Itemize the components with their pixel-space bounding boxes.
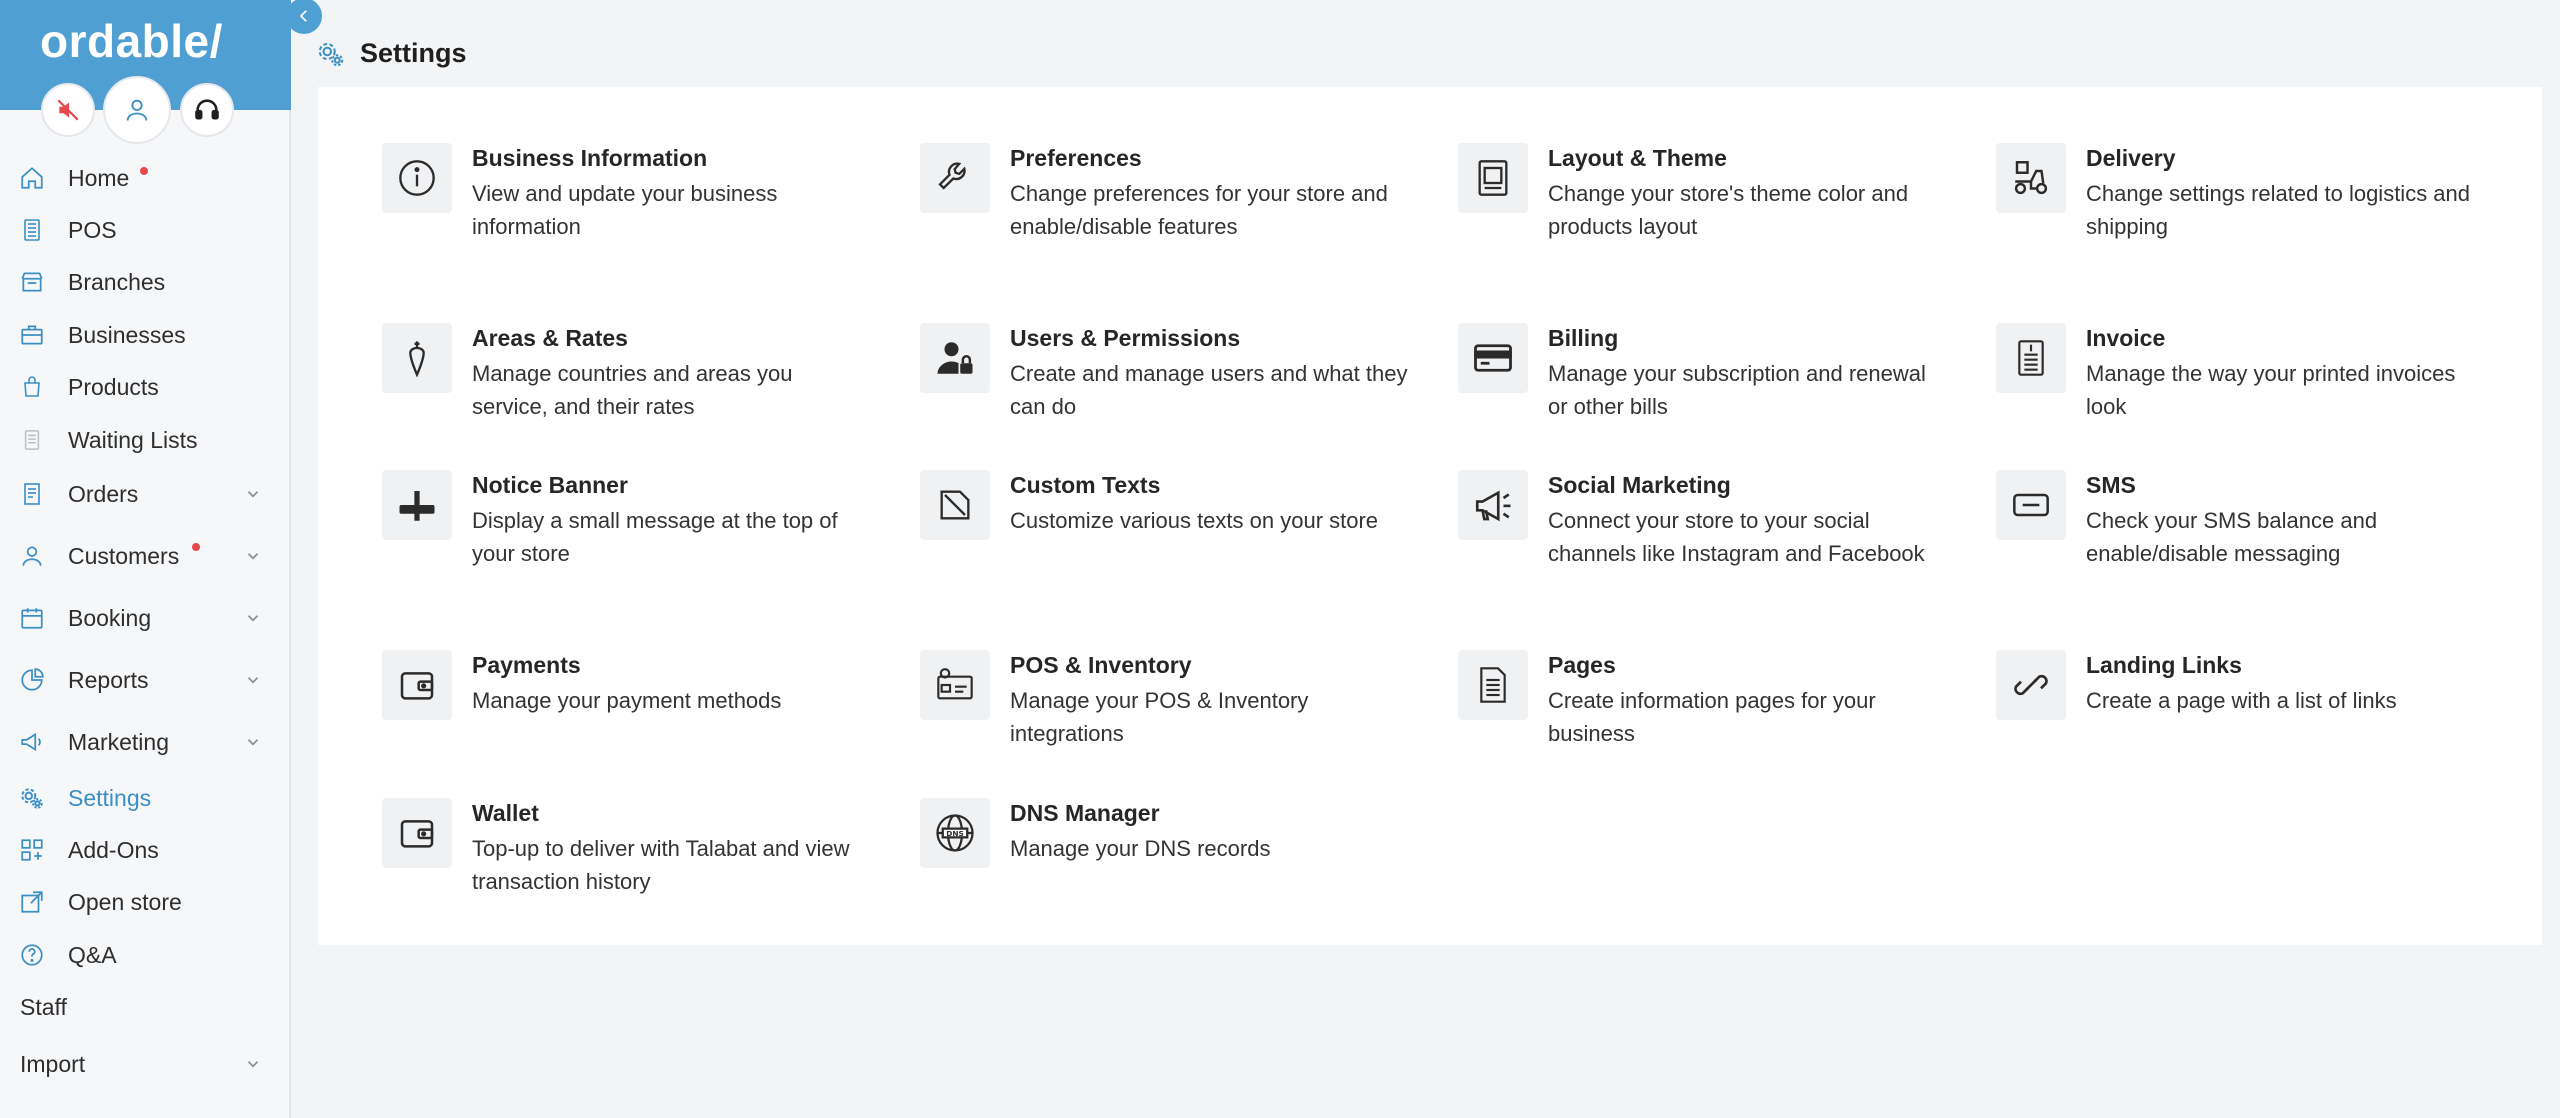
sidebar-item-orders[interactable] — [0, 471, 291, 517]
chevron-down-icon[interactable] — [244, 671, 262, 689]
settings-card-description: Create a page with a list of links — [2086, 688, 2397, 713]
page-title: Settings — [360, 38, 467, 68]
sidebar-item-label: Open store — [68, 888, 182, 915]
settings-card-description: Create and manage users and what they can do — [1010, 361, 1408, 419]
document-icon — [1458, 650, 1528, 720]
link-icon — [1996, 650, 2066, 720]
sidebar-item-label: Branches — [68, 268, 166, 295]
wrench-icon — [920, 143, 990, 213]
pos-icon — [18, 216, 46, 244]
sidebar-item-home[interactable] — [0, 155, 291, 201]
dns-globe-icon — [920, 798, 990, 868]
sidebar-item-label: Waiting Lists — [68, 426, 198, 453]
settings-card-description: Display a small message at the top of your store — [472, 508, 838, 566]
message-icon — [1996, 470, 2066, 540]
svg-text:DNS: DNS — [946, 828, 964, 838]
settings-card-title: Billing — [1548, 325, 1619, 351]
settings-card-title: Business Information — [472, 145, 708, 171]
sidebar-item-label: Q&A — [68, 941, 117, 968]
sidebar-item-label: Home — [68, 164, 130, 191]
sidebar-item-label: Products — [68, 373, 159, 400]
wallet-icon — [382, 798, 452, 868]
settings-card-description: Create information pages for your business — [1548, 688, 1876, 746]
support-button[interactable] — [180, 83, 234, 137]
settings-card-title: Delivery — [2086, 145, 2176, 171]
wallet-icon — [382, 650, 452, 720]
credit-card-icon — [1458, 323, 1528, 393]
notification-dot — [192, 543, 200, 551]
settings-card-title: Pages — [1548, 652, 1616, 678]
sidebar-item-branches[interactable] — [0, 259, 291, 305]
settings-card-title: Users & Permissions — [1010, 325, 1241, 351]
megaphone-icon — [1458, 470, 1528, 540]
sidebar-item-pos[interactable] — [0, 207, 291, 253]
sidebar-item-add-ons[interactable] — [0, 827, 291, 873]
settings-card-description: Check your SMS balance and enable/disable messaging — [2086, 508, 2378, 566]
settings-card-description: Manage your POS & Inventory integrations — [1010, 688, 1309, 746]
pos-card-icon — [920, 650, 990, 720]
layout-icon — [1458, 143, 1528, 213]
sidebar-item-waiting-lists[interactable] — [0, 417, 291, 463]
bag-icon — [18, 373, 46, 401]
sidebar-item-businesses[interactable] — [0, 312, 291, 358]
sidebar-item-label: POS — [68, 216, 117, 243]
chevron-down-icon[interactable] — [244, 485, 262, 503]
settings-card-title: Wallet — [472, 800, 539, 826]
brand-header — [0, 0, 291, 110]
settings-card-description: Manage your payment methods — [472, 688, 782, 713]
banner-icon — [382, 470, 452, 540]
settings-card-title: Payments — [472, 652, 581, 678]
sidebar-item-label: Businesses — [68, 321, 186, 348]
invoice-icon — [1996, 323, 2066, 393]
person-icon — [18, 542, 46, 570]
sidebar-item-import[interactable] — [0, 1041, 291, 1087]
chevron-down-icon[interactable] — [244, 547, 262, 565]
settings-card-title: Social Marketing — [1548, 472, 1731, 498]
settings-card-title: POS & Inventory — [1010, 652, 1192, 678]
settings-card-title: Invoice — [2086, 325, 2166, 351]
sidebar-item-label: Settings — [68, 784, 152, 811]
store-icon — [18, 268, 46, 296]
chevron-down-icon[interactable] — [244, 733, 262, 751]
question-icon — [18, 941, 46, 969]
settings-card-description: Manage the way your printed invoices look — [2086, 361, 2456, 419]
settings-card-title: Areas & Rates — [472, 325, 628, 351]
settings-card-description: Manage your DNS records — [1010, 836, 1271, 861]
settings-card-description: Manage your subscription and renewal or other bills — [1548, 361, 1926, 419]
grid-plus-icon — [18, 836, 46, 864]
sidebar-item-products[interactable] — [0, 364, 291, 410]
settings-card-description: Change your store's theme color and products layout — [1548, 181, 1909, 239]
settings-card-description: Manage countries and areas you service, and their rates — [472, 361, 793, 419]
delivery-scooter-icon — [1996, 143, 2066, 213]
notification-dot — [140, 167, 148, 175]
settings-card-description: Connect your store to your social channels like Instagram and Facebook — [1548, 508, 1925, 566]
sidebar-item-customers[interactable] — [0, 533, 291, 579]
sidebar — [0, 0, 291, 1118]
external-link-icon — [18, 888, 46, 916]
settings-card-title: DNS Manager — [1010, 800, 1160, 826]
profile-button[interactable] — [103, 76, 171, 144]
pie-chart-icon — [18, 666, 46, 694]
sidebar-item-marketing[interactable] — [0, 719, 291, 765]
user-lock-icon — [920, 323, 990, 393]
sidebar-item-booking[interactable] — [0, 595, 291, 641]
sidebar-item-reports[interactable] — [0, 657, 291, 703]
settings-card-description: Top-up to deliver with Talabat and view transaction history — [472, 836, 850, 894]
collapse-sidebar-button[interactable] — [286, 0, 322, 34]
mute-icon — [55, 97, 81, 123]
info-icon — [382, 143, 452, 213]
settings-card-title: Landing Links — [2086, 652, 2242, 678]
megaphone-icon — [18, 728, 46, 756]
settings-card-title: SMS — [2086, 472, 2136, 498]
receipt-icon — [18, 480, 46, 508]
settings-card-description: Change settings related to logistics and shipping — [2086, 181, 2471, 239]
brand-logo[interactable]: ordable/ — [40, 15, 223, 67]
chevron-left-icon — [295, 7, 313, 25]
settings-card-title: Custom Texts — [1010, 472, 1161, 498]
settings-card-title: Preferences — [1010, 145, 1142, 171]
settings-card-title: Layout & Theme — [1548, 145, 1727, 171]
sidebar-item-label: Reports — [68, 666, 149, 693]
sidebar-item-qa[interactable] — [0, 932, 291, 978]
sidebar-item-label: Marketing — [68, 728, 169, 755]
home-icon — [18, 164, 46, 192]
sidebar-item-staff[interactable] — [0, 984, 291, 1030]
edit-text-icon — [920, 470, 990, 540]
calendar-icon — [18, 604, 46, 632]
sidebar-item-label: Import — [20, 1050, 86, 1077]
chevron-down-icon[interactable] — [244, 609, 262, 627]
sidebar-item-label: Booking — [68, 604, 152, 631]
page-header — [316, 38, 467, 69]
settings-card-description: Customize various texts on your store — [1010, 508, 1379, 533]
sidebar-item-settings[interactable] — [0, 775, 291, 821]
settings-card-description: View and update your business information — [472, 181, 778, 239]
sidebar-item-label: Staff — [20, 993, 67, 1020]
user-icon — [123, 96, 151, 124]
mute-button[interactable] — [41, 83, 95, 137]
briefcase-icon — [18, 321, 46, 349]
settings-card-title: Notice Banner — [472, 472, 628, 498]
settings-panel — [318, 87, 2542, 945]
sidebar-item-label: Orders — [68, 480, 139, 507]
gear-icon — [316, 39, 346, 69]
sidebar-item-label: Customers — [68, 542, 180, 569]
headset-icon — [193, 96, 221, 124]
chevron-down-icon[interactable] — [244, 1055, 262, 1073]
location-pin-icon — [382, 323, 452, 393]
list-icon — [18, 426, 46, 454]
gear-icon — [18, 784, 46, 812]
sidebar-item-label: Add-Ons — [68, 836, 159, 863]
sidebar-item-open-store[interactable] — [0, 879, 291, 925]
settings-card-description: Change preferences for your store and enable/disable features — [1010, 181, 1388, 239]
